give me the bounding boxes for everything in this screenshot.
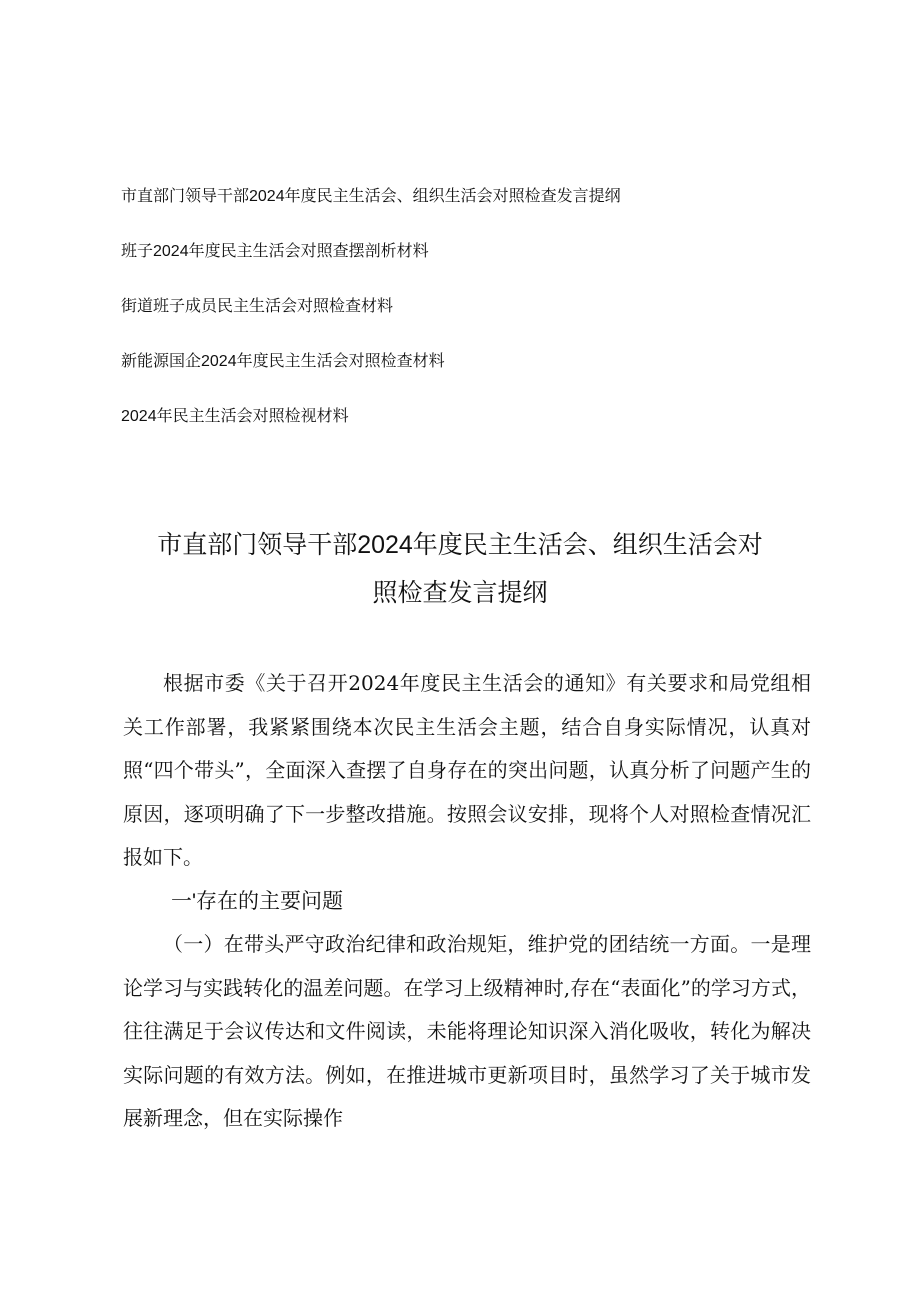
section-heading: 一'存在的主要问题 xyxy=(171,889,344,913)
toc-item[interactable]: 2024年民主生活会对照检视材料 xyxy=(121,408,349,425)
document-title xyxy=(110,521,810,617)
intro-paragraph: 根据市委《关于召开2024年度民主生活会的通知》有关要求和局党组相关工作部署，我紧紧围绕本次民主生活会主题，结合自身实际情况，认真对照“四个带头”，全面深入查摆了自身存在的突出问题，认真分析了问题产生的原因，逐项明确了下一步整改措施。按照会议安排，现将个人对照检查情况汇报如下。 xyxy=(123,671,811,869)
toc-item[interactable]: 市直部门领导干部2024年度民主生活会、组织生活会对照检查发言提纲 xyxy=(121,188,621,205)
section-paragraph: （一）在带头严守政治纪律和政治规矩，维护党的团结统一方面。一是理论学习与实践转化的温差问题。在学习上级精神时,存在“表面化”的学习方式，往往满足于会议传达和文件阅读，未能将理论知识深入消化吸收，转化为解决实际问题的有效方法。例如，在推进城市更新项目时，虽然学习了关于城市发展新理念，但在实际操作 xyxy=(123,932,811,1130)
toc-item[interactable]: 街道班子成员民主生活会对照检查材料 xyxy=(121,298,394,315)
toc-item[interactable]: 新能源国企2024年度民主生活会对照检查材料 xyxy=(121,353,445,370)
toc-item[interactable]: 班子2024年度民主生活会对照查摆剖析材料 xyxy=(121,243,429,260)
title-line-1: 市直部门领导干部2024年度民主生活会、组织生活会对 xyxy=(157,531,763,559)
table-of-contents xyxy=(121,186,821,461)
document-body xyxy=(123,662,811,1141)
title-line-2: 照检查发言提纲 xyxy=(372,579,548,607)
